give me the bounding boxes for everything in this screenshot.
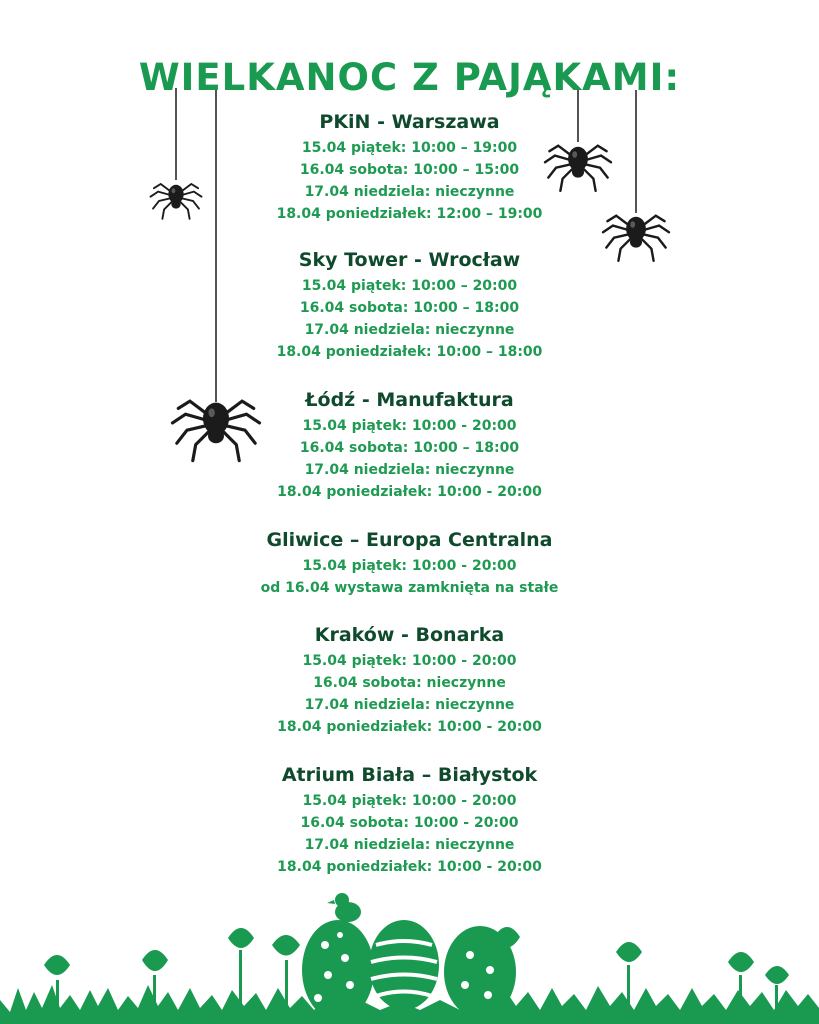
location-title: Kraków - Bonarka <box>314 624 505 646</box>
schedule-line: od 16.04 wystawa zamknięta na stałe <box>260 580 559 596</box>
schedule-line: 15.04 piątek: 10:00 – 20:00 <box>301 278 518 294</box>
schedule-line: 15.04 piątek: 10:00 – 19:00 <box>301 140 518 156</box>
schedule-line: 17.04 niedziela: nieczynne <box>304 184 515 200</box>
schedule-line: 16.04 sobota: 10:00 – 15:00 <box>299 162 520 178</box>
schedule-line: 18.04 poniedziałek: 10:00 – 18:00 <box>276 344 543 360</box>
location-title: Atrium Biała – Białystok <box>281 764 538 786</box>
schedule-line: 16.04 sobota: 10:00 - 20:00 <box>300 815 519 831</box>
schedule-line: 15.04 piątek: 10:00 - 20:00 <box>302 418 517 434</box>
location-title: Łódź - Manufaktura <box>305 389 514 411</box>
schedule-line: 18.04 poniedziałek: 10:00 - 20:00 <box>277 484 542 500</box>
schedule-line: 15.04 piątek: 10:00 - 20:00 <box>302 653 517 669</box>
location-title: PKiN - Warszawa <box>319 111 500 133</box>
schedule-line: 16.04 sobota: 10:00 – 18:00 <box>299 300 520 316</box>
location-title: Gliwice – Europa Centralna <box>266 529 553 551</box>
schedule-line: 15.04 piątek: 10:00 - 20:00 <box>302 793 517 809</box>
easter-egg-icon <box>369 920 439 1010</box>
schedule-line: 18.04 poniedziałek: 10:00 - 20:00 <box>277 859 542 875</box>
schedule-line: 16.04 sobota: 10:00 – 18:00 <box>299 440 520 456</box>
schedule-line: 15.04 piątek: 10:00 - 20:00 <box>302 558 517 574</box>
location-title: Sky Tower - Wrocław <box>298 249 521 271</box>
page-title: WIELKANOC Z PAJĄKAMI: <box>138 56 681 99</box>
schedule-line: 17.04 niedziela: nieczynne <box>304 697 515 713</box>
schedule-line: 17.04 niedziela: nieczynne <box>304 462 515 478</box>
schedule-line: 18.04 poniedziałek: 10:00 - 20:00 <box>277 719 542 735</box>
bird-icon <box>327 893 361 922</box>
schedule-line: 16.04 sobota: nieczynne <box>313 675 506 691</box>
schedule-line: 17.04 niedziela: nieczynne <box>304 322 515 338</box>
schedule-line: 17.04 niedziela: nieczynne <box>304 837 515 853</box>
schedule-line: 18.04 poniedziałek: 12:00 – 19:00 <box>276 206 543 222</box>
